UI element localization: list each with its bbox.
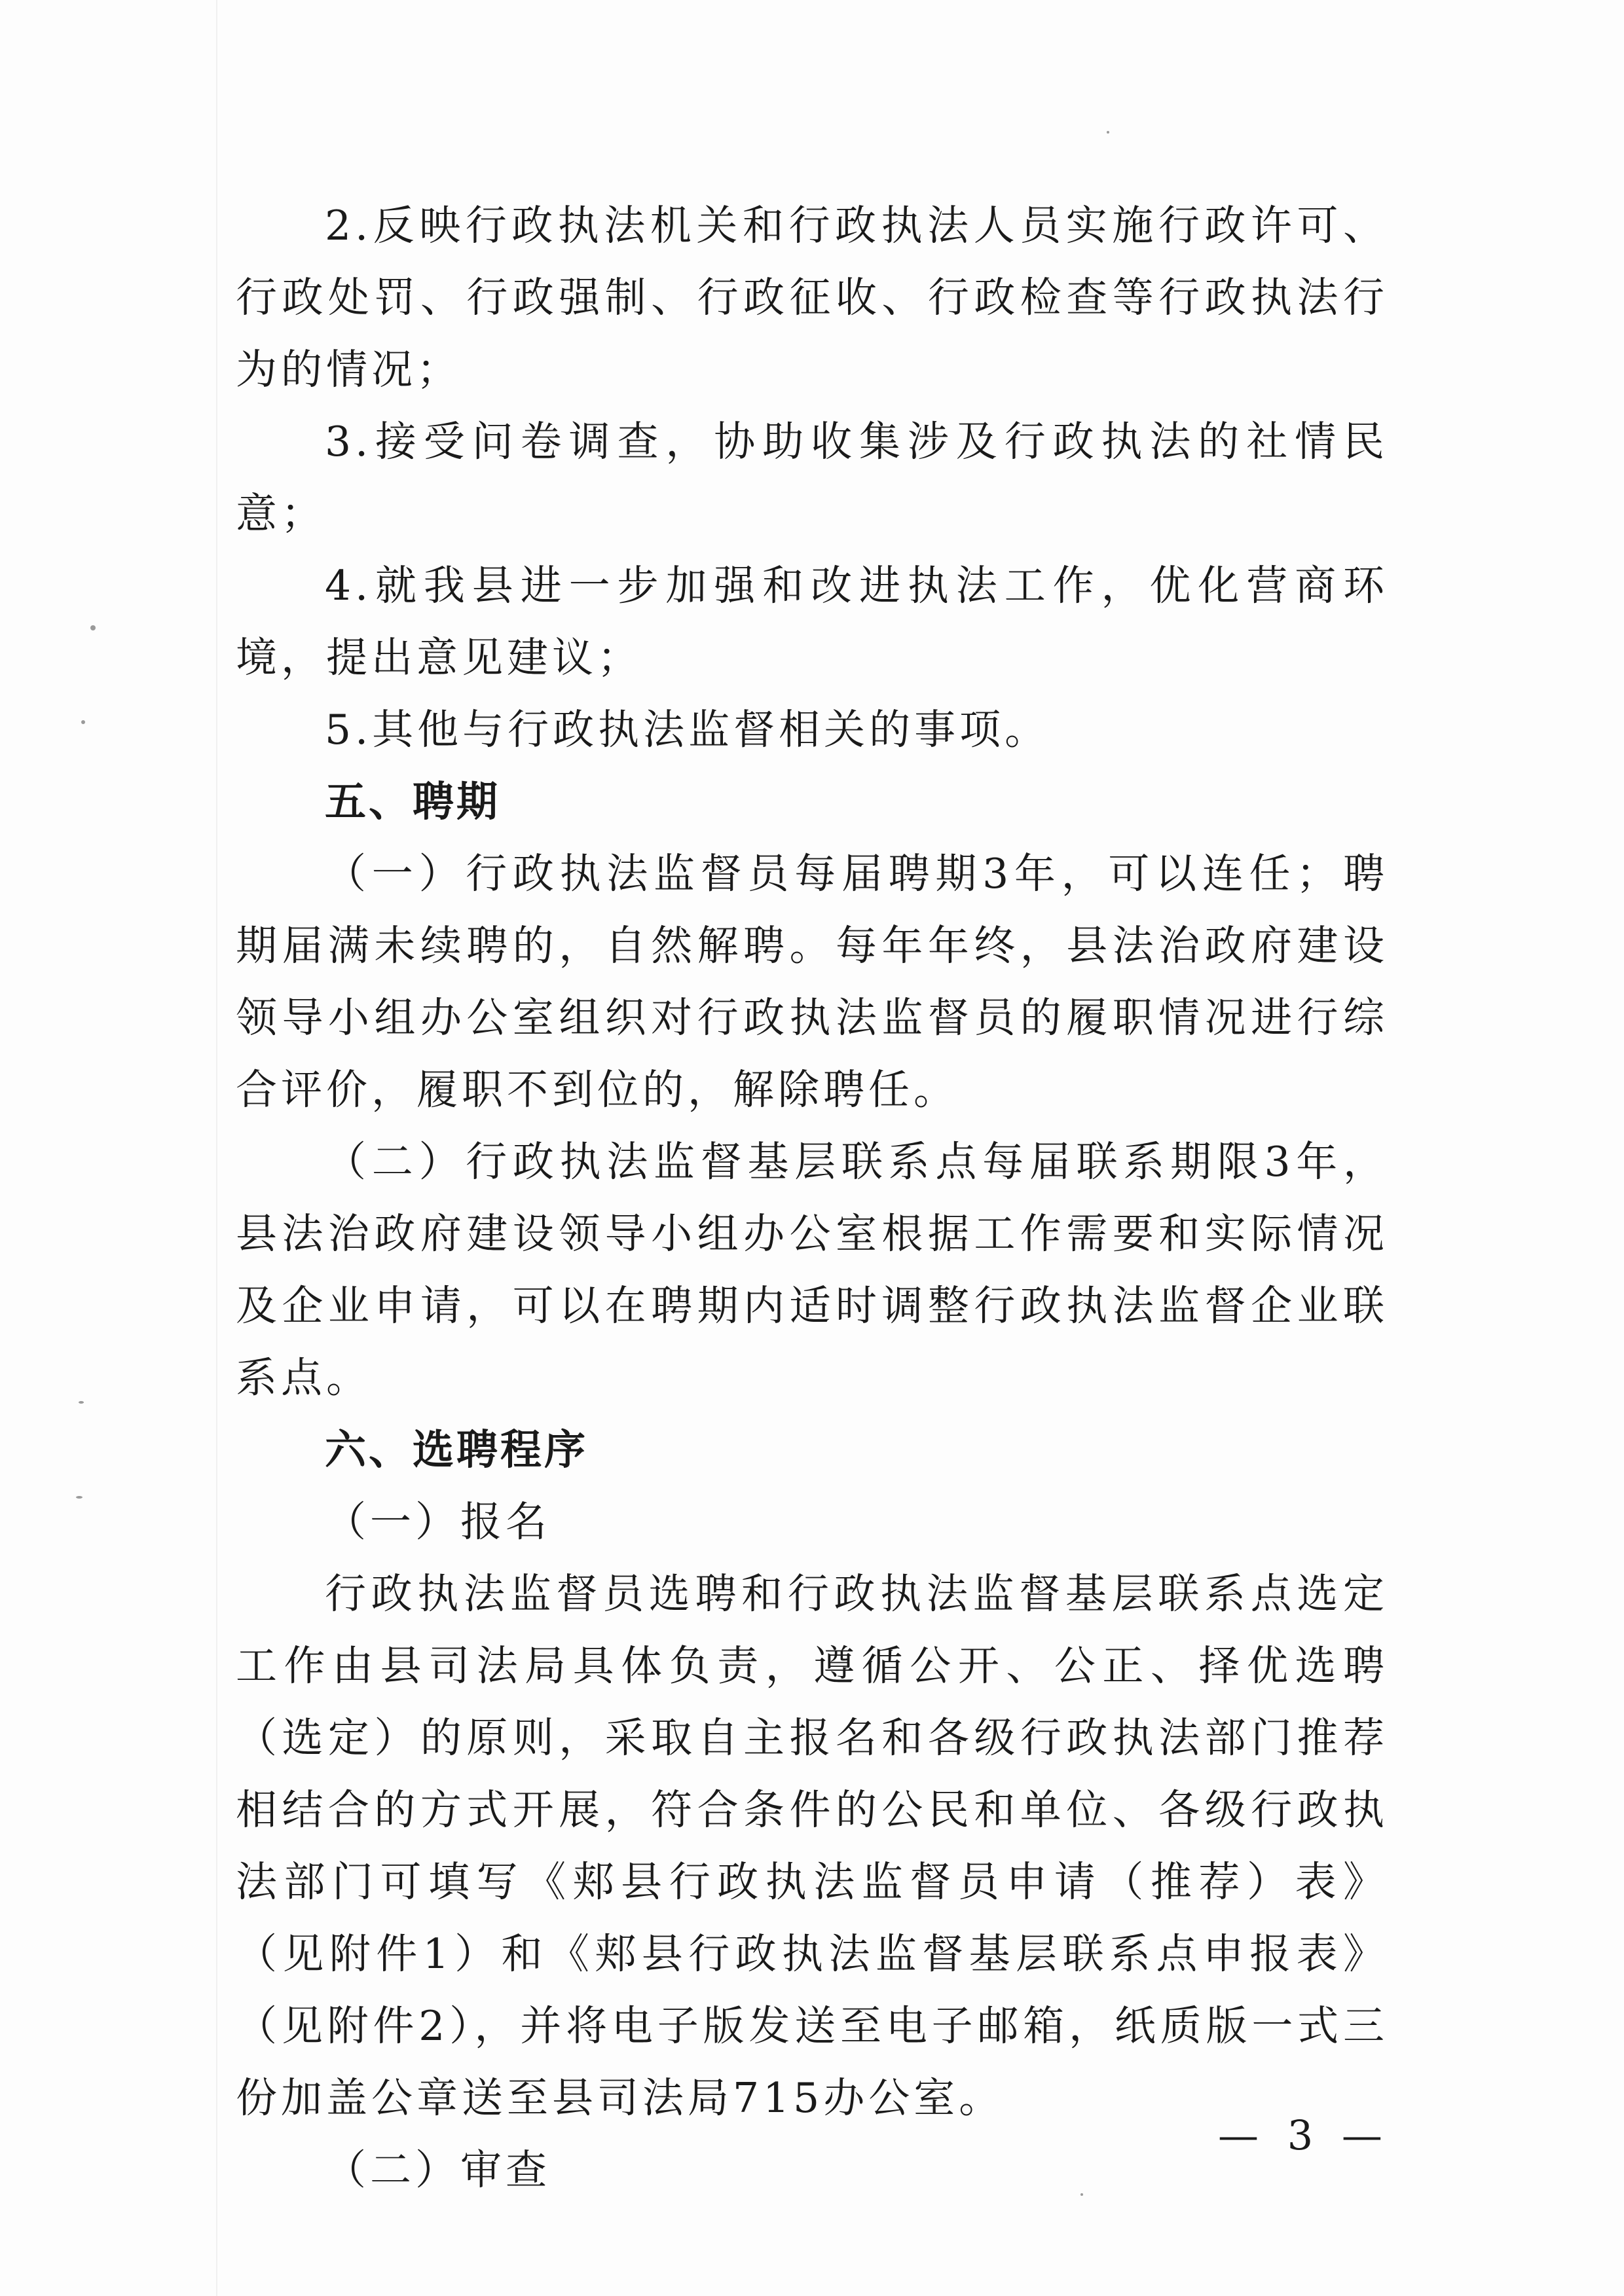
list-item-2: 2.反映行政执法机关和行政执法人员实施行政许可、行政处罚、行政强制、行政征收、行政检查等行政执法行为的情况； bbox=[236, 202, 1388, 393]
term-paragraph-2: （二）行政执法监督基层联系点每届联系期限3年，县法治政府建设领导小组办公室根据工作需要和实际情况及企业申请，可以在聘期内适时调整行政执法监督企业联系点。 bbox=[236, 1138, 1388, 1402]
page-edge-shadow bbox=[216, 0, 217, 2296]
section-heading-term: 五、聘期 bbox=[325, 778, 500, 826]
list-item-3: 3.接受问卷调查，协助收集涉及行政执法的社情民意； bbox=[236, 418, 1388, 538]
scan-speck bbox=[1107, 131, 1109, 134]
section-heading-procedure: 六、选聘程序 bbox=[325, 1426, 588, 1474]
subheading-review: （二）审查 bbox=[325, 2146, 551, 2194]
registration-paragraph: 行政执法监督员选聘和行政执法监督基层联系点选定工作由县司法局具体负责，遵循公开、公正、择优选聘（选定）的原则，采取自主报名和各级行政执法部门推荐相结合的方式开展，符合条件的公民和单位、各级行政执法部门可填写《郏县行政执法监督员申请（推荐）表》（见附件1）和《郏县行政执法监督基层联系点申报表》（见附件2），并将电子版发送至电子邮箱，纸质版一式三份加盖公章送至县司法局715办公室。 bbox=[236, 1570, 1388, 2122]
scan-speck bbox=[90, 625, 96, 630]
list-item-5: 5.其他与行政执法监督相关的事项。 bbox=[325, 706, 1050, 754]
document-body bbox=[236, 190, 1388, 2206]
page-number: — 3 — bbox=[1218, 2111, 1390, 2159]
subheading-registration: （一）报名 bbox=[325, 1498, 551, 1546]
scan-speck bbox=[81, 720, 85, 724]
term-paragraph-1: （一）行政执法监督员每届聘期3年，可以连任；聘期届满未续聘的，自然解聘。每年年终，县法治政府建设领导小组办公室组织对行政执法监督员的履职情况进行综合评价，履职不到位的，解除聘任。 bbox=[236, 850, 1388, 1114]
list-item-4: 4.就我县进一步加强和改进执法工作，优化营商环境，提出意见建议； bbox=[236, 562, 1388, 682]
scan-speck bbox=[1080, 2193, 1083, 2196]
scan-speck bbox=[76, 1496, 83, 1499]
scan-speck bbox=[79, 1401, 84, 1404]
